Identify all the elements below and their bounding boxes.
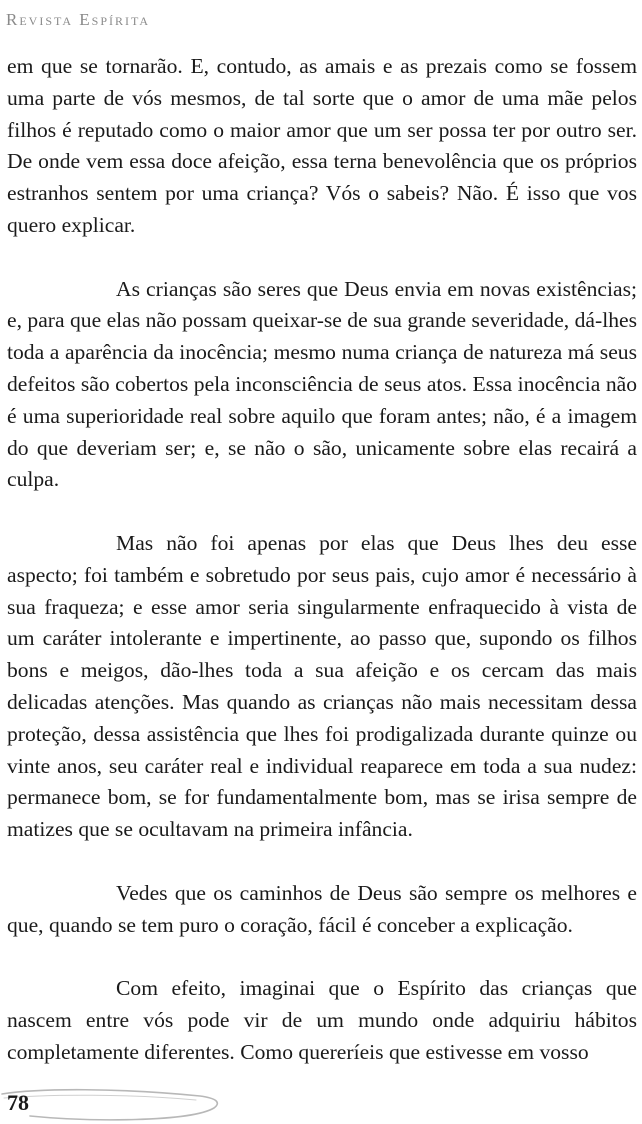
- footer-swoosh-ornament: [0, 1086, 230, 1124]
- paragraph: em que se tornarão. E, contudo, as amais e as prezais como se fossem uma parte de vós mesmos, de tal sorte que o amor de uma mãe pelos filhos é reputado como o maior amor que um ser possa ter por outro ser. De onde vem essa doce afeição, essa terna benevolência que os próprios estranhos sentem por uma criança? Vós o sabeis? Não. É isso que vos quero explicar.: [7, 54, 637, 237]
- paragraph: Com efeito, imaginai que o Espírito das crianças que nascem entre vós pode vir de um mundo onde adquiriu hábitos completamente diferentes. Como quereríeis que estivesse em vosso: [7, 976, 637, 1064]
- paragraph: As crianças são seres que Deus envia em novas existências; e, para que elas não possam queixar-se de sua grande severidade, dá-lhes toda a aparência da inocência; mesmo numa criança de natureza má seus defeitos são cobertos pela inconsciência de seus atos. Essa inocência não é uma superioridade real sobre aquilo que foram antes; não, é a imagem do que deveriam ser; e, se não o são, unicamente sobre elas recairá a culpa.: [7, 276, 637, 492]
- running-header: Revista Espírita: [6, 10, 151, 29]
- page-number: 78: [7, 1090, 29, 1115]
- paragraph: Vedes que os caminhos de Deus são sempre os melhores e que, quando se tem puro o coração, fácil é conceber a explicação.: [7, 880, 637, 937]
- body-text: [7, 51, 637, 1069]
- paragraph: Mas não foi apenas por elas que Deus lhes deu esse aspecto; foi também e sobretudo por seus pais, cujo amor é necessário à sua fraqueza; e esse amor seria singularmente enfraquecido à vista de um caráter intolerante e impertinente, ao passo que, supondo os filhos bons e meigos, dão-lhes toda a sua afeição e os cercam das mais delicadas atenções. Mas quando as crianças não mais necessitam dessa proteção, dessa assistência que lhes foi prodigalizada durante quinze ou vinte anos, seu caráter real e individual reaparece em toda a sua nudez: permanece bom, se for fundamentalmente bom, mas se irisa sempre de matizes que se ocultavam na primeira infância.: [7, 530, 637, 842]
